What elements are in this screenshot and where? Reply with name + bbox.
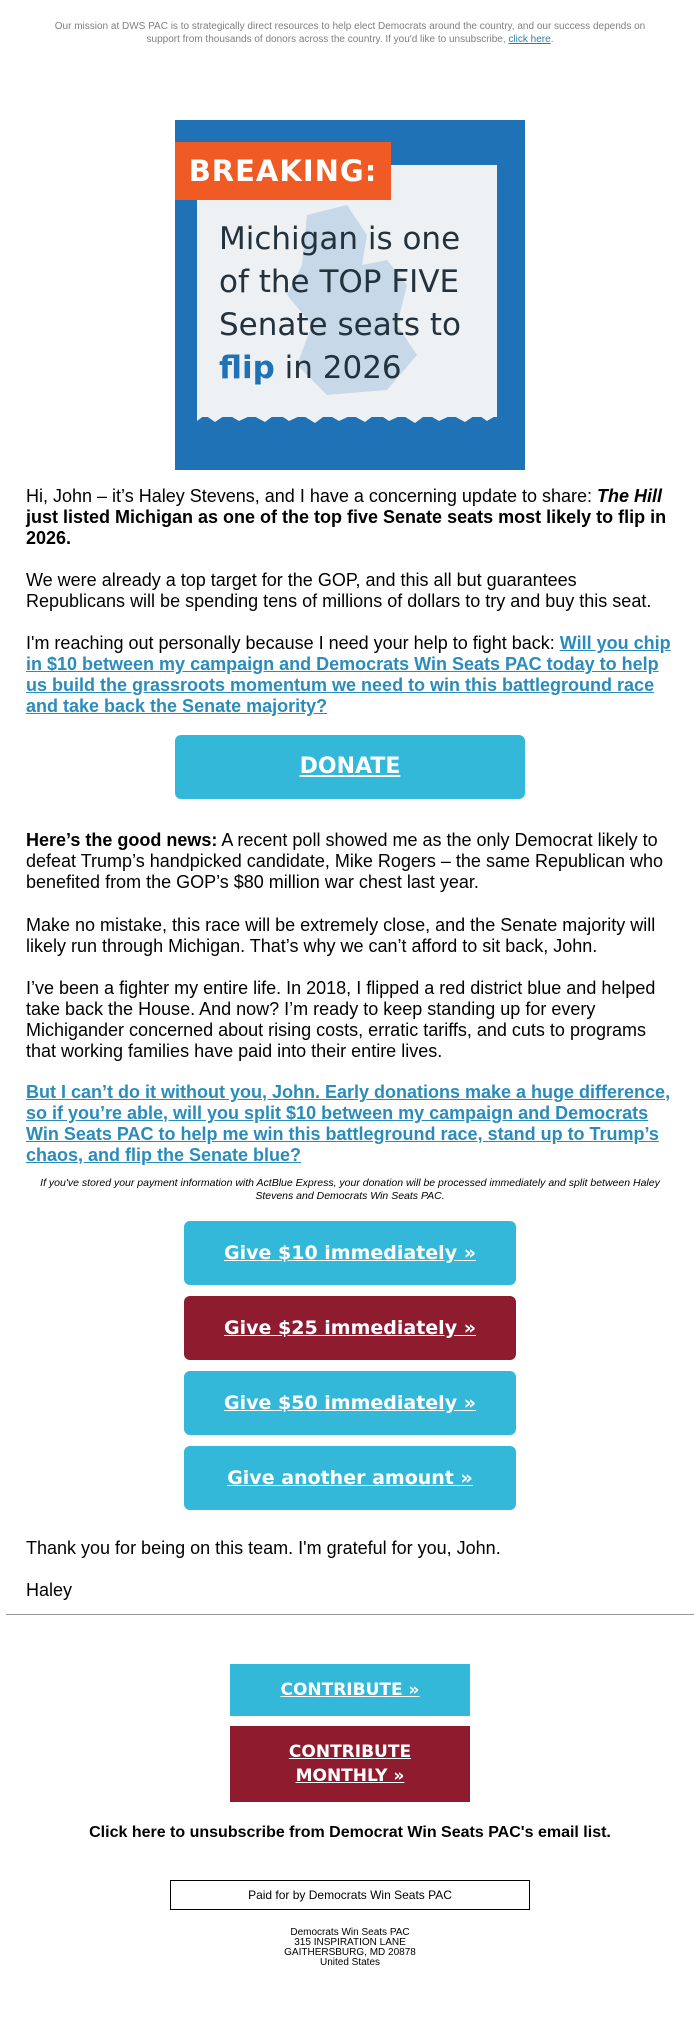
footer-divider [6, 1614, 694, 1615]
close-race-text: Make no mistake, this race will be extremely close, and the Senate majority will likely run through Michigan. That’s why we can’t afford to sit back, John. [26, 915, 656, 956]
contribute-monthly-line-2: MONTHLY » [295, 1766, 405, 1786]
hero-line-1: Michigan is one [219, 221, 461, 257]
signoff [26, 1580, 676, 1601]
good-news-text: A recent poll showed me as the only Democrat likely to defeat Trump’s handpicked candidate, Mike Rogers – the same Republican who benefited from the GOP’s $80 million war chest last year. [26, 830, 664, 892]
give-50-button[interactable]: Give $50 immediately » [184, 1371, 516, 1435]
hero-flip-word: flip [219, 350, 275, 386]
address-country: United States [319, 1957, 381, 1968]
unsubscribe-link[interactable]: Click here to unsubscribe from Democrat Win Seats PAC's email list. [89, 1824, 611, 1841]
paragraph-ask [26, 633, 676, 717]
paragraph-thanks [26, 1538, 676, 1559]
contribute-monthly-button[interactable] [230, 1726, 470, 1802]
address-org: Democrats Win Seats PAC [290, 1927, 410, 1938]
hero-line-4 [219, 347, 509, 390]
give-10-button[interactable]: Give $10 immediately » [184, 1221, 516, 1285]
good-news-label: Here’s the good news: [26, 830, 218, 850]
contribute-monthly-line-1: CONTRIBUTE [288, 1742, 412, 1762]
address-street: 315 INSPIRATION LANE [294, 1937, 406, 1948]
mailing-address [0, 1928, 700, 1968]
hero-image[interactable] [175, 120, 525, 470]
preheader-text: Our mission at DWS PAC is to strategically direct resources to help elect Democrats around the country, and our success depends on support from thousands of donors across the country. If you'd like to unsubscribe, [54, 21, 646, 45]
paragraph-fighter [26, 978, 676, 1062]
signoff-name: Haley [26, 1580, 73, 1600]
preheader-unsubscribe-link[interactable]: click here [508, 34, 551, 45]
hero-headline [219, 218, 509, 390]
paragraph-target [26, 570, 676, 612]
fighter-text: I’ve been a fighter my entire life. In 2018, I flipped a red district blue and helped take back the House. And now? I’m ready to keep standing up for every Michigander concerned about rising costs, erratic tariffs, and cuts to programs that working families have paid into their entire lives. [26, 978, 656, 1061]
actblue-note: If you've stored your payment information with ActBlue Express, your donation will be processed immediately and split between Haley Stevens and Democrats Win Seats PAC. [40, 1177, 660, 1202]
chip-in-link[interactable]: Will you chip in $10 between my campaign and Democrats Win Seats PAC today to help us build the grassroots momentum we need to win this battleground race and take back the Senate majority? [26, 633, 671, 716]
breaking-badge: BREAKING: [175, 142, 391, 200]
hero-line-4-rest: in 2026 [274, 350, 402, 386]
hero-line-3: Senate seats to [219, 307, 461, 343]
intro-bold-text: just listed Michigan as one of the top five Senate seats most likely to flip in 2026. [26, 507, 667, 548]
hero-line-2: of the TOP FIVE [219, 264, 460, 300]
donate-button[interactable]: DONATE [175, 735, 525, 799]
thanks-text: Thank you for being on this team. I'm grateful for you, John. [26, 1538, 501, 1558]
the-hill-title: The Hill [597, 486, 663, 506]
preheader-end: . [550, 34, 554, 45]
ask-text: I'm reaching out personally because I need your help to fight back: [26, 633, 560, 653]
paid-for-box: Paid for by Democrats Win Seats PAC [170, 1880, 530, 1910]
intro-text: Hi, John – it’s Haley Stevens, and I have a concerning update to share: [26, 486, 598, 506]
give-25-button[interactable]: Give $25 immediately » [184, 1296, 516, 1360]
paragraph-close-race [26, 915, 676, 957]
target-text: We were already a top target for the GOP, and this all but guarantees Republicans will be spending tens of millions of dollars to try and buy this seat. [26, 570, 652, 611]
address-city: GAITHERSBURG, MD 20878 [284, 1947, 416, 1958]
paragraph-good-news [26, 830, 676, 893]
preheader [50, 0, 650, 46]
paragraph-intro [26, 486, 676, 549]
contribute-button[interactable]: CONTRIBUTE » [230, 1664, 470, 1716]
paragraph-split-ask [26, 1082, 676, 1166]
give-other-button[interactable]: Give another amount » [184, 1446, 516, 1510]
paper-tear-edge [197, 409, 497, 425]
split-ask-link[interactable]: But I can’t do it without you, John. Early donations make a huge difference, so if you’re able, will you split $10 between my campaign and Democrats Win Seats PAC to help me win this battleground race, stand up to Trump’s chaos, and flip the Senate blue? [26, 1082, 671, 1165]
